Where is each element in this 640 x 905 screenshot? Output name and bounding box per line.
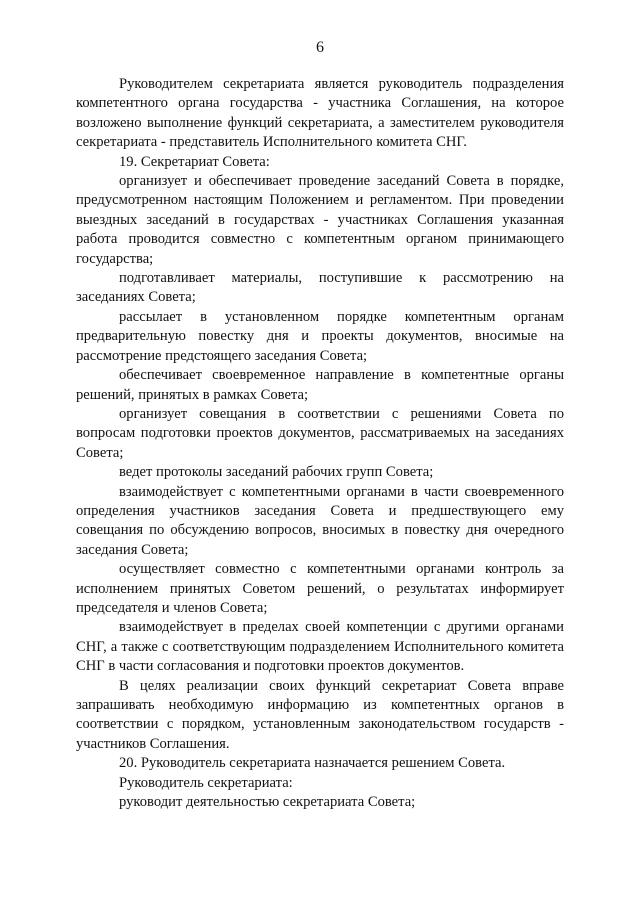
paragraph-organizes-meetings: организует и обеспечивает проведение заседаний Совета в порядке, предусмотренном настоящим Положением и регламентом. При проведении выездных заседаний в государствах - участниках Соглашения указанная работа проводится совместно с компетентным органом принимающего государства; [76, 173, 564, 267]
paragraph-head-duties-heading: Руководитель секретариата: [119, 774, 293, 791]
paragraph-distributes-agenda: рассылает в установленном порядке компетентным органам предварительную повестку дня и проекты документов, вносимые на рассмотрение предстоящего заседания Совета; [76, 308, 564, 364]
paragraph-clause-20: 20. Руководитель секретариата назначается решением Совета. [119, 755, 506, 772]
paragraph-controls-execution: осуществляет совместно с компетентными органами контроль за исполнением принятых Советом решений, о результатах информирует председателя и членов Совета; [76, 561, 564, 616]
paragraph-secretariat-head: Руководителем секретариата является руководитель подразделения компетентного органа государства - участника Соглашения, на которое возложено выполнение функций секретариата, а заместителем руководителя секретариата - представитель Исполнительного комитета СНГ. [76, 76, 564, 151]
paragraph-organizes-consultations: организует совещания в соответствии с решениями Совета по вопросам подготовки проектов документов, рассматриваемых на заседаниях Совета; [76, 405, 564, 461]
paragraph-interacts-cis-bodies: взаимодействует в пределах своей компетенции с другими органами СНГ, а также с соответствующим подразделением Исполнительного комитета СНГ в части согласования и подготовки проектов документов. [76, 619, 564, 675]
paragraph-sends-decisions: обеспечивает своевременное направление в компетентные органы решений, принятых в рамках Совета; [76, 367, 564, 403]
paragraph-interacts-participants: взаимодействует с компетентными органами в части своевременного определения участников заседания Совета и предшествующего ему совещания по обсуждению вопросов, вносимых в повестку дня очередного заседания Совета; [76, 483, 564, 558]
paragraph-keeps-minutes: ведет протоколы заседаний рабочих групп Совета; [119, 464, 434, 481]
paragraph-manages-activity: руководит деятельностью секретариата Совета; [119, 794, 416, 811]
document-body [76, 75, 564, 812]
paragraph-prepares-materials: подготавливает материалы, поступившие к рассмотрению на заседаниях Совета; [76, 270, 564, 306]
paragraph-clause-19-heading: 19. Секретариат Совета: [119, 153, 270, 170]
page-number: 6 [316, 39, 324, 56]
paragraph-right-to-request: В целях реализации своих функций секретариат Совета вправе запрашивать необходимую информацию из компетентных органов в соответствии с порядком, установленным законодательством государств - участников Соглашения. [76, 677, 564, 752]
